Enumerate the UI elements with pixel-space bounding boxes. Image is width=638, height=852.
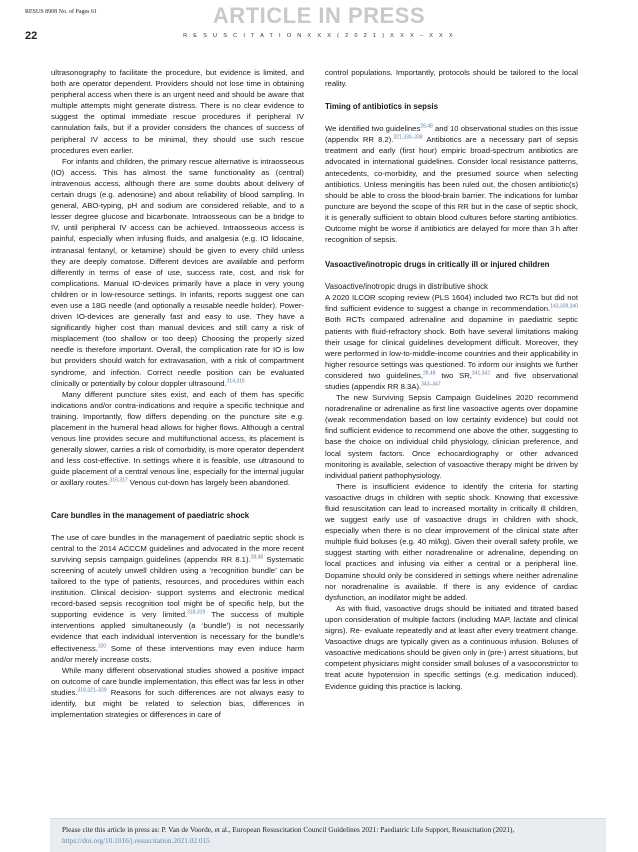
paragraph-text: Venous cut-down has largely been abandoned. [127,478,291,488]
paragraph-text: We identified two guidelines [325,124,421,134]
paragraph-text: Reasons for such differences are not always easy to identify, but might be related to selection bias, differences in implementation strategies or differences in care of [51,687,304,720]
paragraph [325,123,578,245]
right-column [325,67,578,692]
paragraph-text: For infants and children, the primary rescue alternative is intraosseous (IO) access. This has almost the same functionality as (central) intravenous access, although there are some doubts about delivery of certain drugs (e.g. adenosine) and about reliability of blood sampling. In general, ABO-typing, pH and sodium are considered reliable, and to a lesser degree glucose and bicarbonate. Intraosseous can be a bridge to IV, until peripheral IV access can be achieved. Intraosseous access is painful, especially when infusing fluids, and analgesia (e.g. IO lidocaine, intranasal fentanyl, or ketamine) should be given to every child unless they are deeply comatose. Different devices are available and perform differently in terms of ease of use, success rate, cost, and risk for complications. Manual IO-devices primarily have a place in very young children or in low-resource settings. In infants, reports suggest one can even use a 18G needle (and optionally a reusable needle holder). Power-driven IO-devices are generally fast and easy to use. They have a significantly higher cost than manual devices and still carry a risk of misplacement (too shallow or too deep) Choosing the properly sized needle is therefore important. Overall, the complication rate for IO is low but providers should watch for extravasation, with a risk of compartment syndrome, and infection. Correct needle position can be evaluated clinically or potentially by colour doppler ultrasound. [51,156,304,388]
paragraph-text: The use of care bundles in the management of paediatric septic shock is central to the 2014 ACCCM guidelines and advocated in the more recent surviving sepsis campaign guidelines (appendix RR 8.1). [51,532,304,564]
paragraph-text: While many different observational studies showed a positive impact on outcome of care bundle implementation, this effect was far less in other studies. [51,665,304,697]
citation-ref[interactable]: 321,330–338 [393,134,423,141]
paragraph: There is insufficient evidence to identify the criteria for starting vasoactive drugs in children with septic shock. Knowing that excessive fluid resuscitation can lead to increased mortality in critically ill children, we suggest early use of vasoactive drugs in children with shock, especially when there is no clear improvement of the clinical state after multiple fluid boluses (e.g. 40 ml/kg). Given their overall safety profile, we suggest starting with either noradrenaline or adrenaline, depending on local practices and infusing via either a central or a peripheral line. Dopamine should only be considered in settings where neither adrenaline nor noradrenaline is available. If there is any evidence of cardiac dysfunction, an inodilator might be added. [325,481,578,602]
journal-running-title: R E S U S C I T A T I O N X X X ( 2 0 2 1 ) X X X – X X X [183,33,455,39]
paragraph-text: and five observational studies (appendix RR 8.3A). [325,370,578,391]
page-number: 22 [25,30,38,42]
paragraph [325,292,578,392]
paragraph-text: A 2020 ILCOR scoping review (PLS 1604) included two RCTs but did not find sufficient evidence to suggest a change in recommendation. [325,293,578,314]
paragraph-text: The success of multiple interventions applied simultaneously (a ‘bundle’) is not necessarily evidence that each individual intervention is necessary for the bundle's effectiveness. [51,610,305,653]
paragraph-text: two SR, [435,370,472,380]
citation-note [62,824,602,846]
citation-footer [50,818,606,852]
paragraph-text: Some of these interventions may even induce harm and/or merely increase costs. [51,643,304,664]
paragraph: As with fluid, vasoactive drugs should be initiated and titrated based upon consideration of multiple factors (including MAP, lactate and clinical signs). Re- evaluate repeatedly and at least after every treatment change. Vasoactive drugs are typically given as a continuous infusion. Boluses of vasoactive medications should be given only in (pre-) arrest situations, but competent physicians might consider small boluses of a vasoconstrictor to treat acute hypotension in specific settings (e.g. medication induced). Evidence guiding this practice is lacking. [325,603,578,691]
section-heading: Care bundles in the management of paediatric shock [51,510,250,520]
citation-ref[interactable]: 316,317 [109,477,128,484]
citation-ref[interactable]: 28,48 [422,370,436,377]
manuscript-reference: RESUS 8908 No. of Pages 61 [25,9,98,15]
citation-ref[interactable]: 143,339,340 [550,303,578,310]
doi-link[interactable]: https://doi.org/10.1016/j.resuscitation.2021.02.015 [62,836,210,845]
running-header [0,0,638,26]
left-column [51,67,304,720]
citation-ref[interactable]: 28,48 [250,554,264,561]
paragraph-text: Antibiotics are a necessary part of sepsis treatment and early (first hour) empiric broad-spectrum antibiotics are advocated in international guidelines. Consider local resistance patterns, antecedents, co-morbidity, and the presumed source when selecting antibiotics. Unless meningitis has been ruled out, the chosen antibiotic(s) should be able to cross the blood-brain barrier. The indications for lumbar puncture are beyond the scope of this RR but in the case of septic shock, it is generally sufficient to obtain blood cultures before starting antibiotics. Outcome might be worse if antibiotics are delayed for more than 3 h after recognition of sepsis. [325,135,578,245]
paragraph: ultrasonography to facilitate the procedure, but evidence is limited, and both are operator dependent. Providers should not lose time in obtaining peripheral access when there is an urgent need and should be aware that multiple attempts might generate distress. There is no clear evidence to suggest the optimal immediate rescue procedures if peripheral IV cannulation fails, but if a provider considers the chances of success of peripheral IV access to be minimal, they should use such rescue procedures even earlier. [51,68,304,155]
citation-text: Please cite this article in press as: P. Van de Voorde, et al., European Resuscitation Council Guidelines 2021: Paediatric Life Support, Resuscitation (2021), [62,825,515,834]
citation-ref[interactable]: 320 [97,642,107,649]
section-heading: Vasoactive/inotropic drugs in critically ill or injured children [325,260,550,270]
citation-ref[interactable]: 28,48 [420,123,433,130]
citation-ref[interactable]: 318,321–329 [77,687,107,694]
paragraph [51,665,304,720]
citation-ref[interactable]: 343–347 [421,381,441,388]
subsection-heading: Vasoactive/inotropic drugs in distributive shock [325,282,489,292]
paragraph-text: Both RCTs compared adrenaline and dopamine in paediatric septic patients with fluid-refractory shock. Both have several limitations making their usage for clinical guidelines development difficult. Moreover, they were performed in low-to-middle-income countries and their applicability in higher resource settings was questioned. To inform our insights we further considered two guidelines, [325,315,578,380]
citation-ref[interactable]: 318,319 [187,609,206,616]
section-heading: Timing of antibiotics in sepsis [325,102,438,112]
paragraph-text: Many different puncture sites exist, and each of them has specific indications and/or contra-indications and require a specific technique and training. Importantly, flow differs depending on the puncture site e.g. placement in the humeral head allows for higher flows. Although a central venous line provides secure and multifunctional access, its placement is generally slower, carries a risk of comorbidity, is more operator dependent and less cost-effective. In settings where it is feasible, use ultrasound to guide placement of a central venous line, especially for the internal jugular or axillary routes. [51,389,304,488]
paragraph-text: Systematic screening of acutely unwell children using a ‘recognition bundle’ can be tailored to the type of patients, resources, and procedures within each institution. Clinical decision- support systems and electronic medical record-based sepsis recognition tool might be of specific help, but the supporting evidence is very limited. [51,554,304,620]
citation-ref[interactable]: 314,315 [226,378,245,385]
paragraph [51,389,304,489]
paragraph-text: and 10 observational studies on this issue (appendix RR 8.2). [325,124,579,145]
article-in-press-banner: ARTICLE IN PRESS [212,3,426,28]
paragraph: The new Surviving Sepsis Campaign Guidelines 2020 recommend noradrenaline or adrenaline as first line vasoactive agents over dopamine (weak recommendation based on low certainty evidence) but could not find sufficient evidence to recommend one above the other, suggesting to base the choice on individual child physiology, clinician preference, and local system factors. Once echocardiography or other advanced monitoring is available, selection of vasoactive therapy might be driven by individual patient pathophysiology. [325,393,578,480]
paragraph [51,156,304,389]
paragraph: control populations. Importantly, protocols should be tailored to the local reality. [325,68,578,89]
paragraph [51,532,304,665]
citation-ref[interactable]: 341,342 [471,370,490,377]
